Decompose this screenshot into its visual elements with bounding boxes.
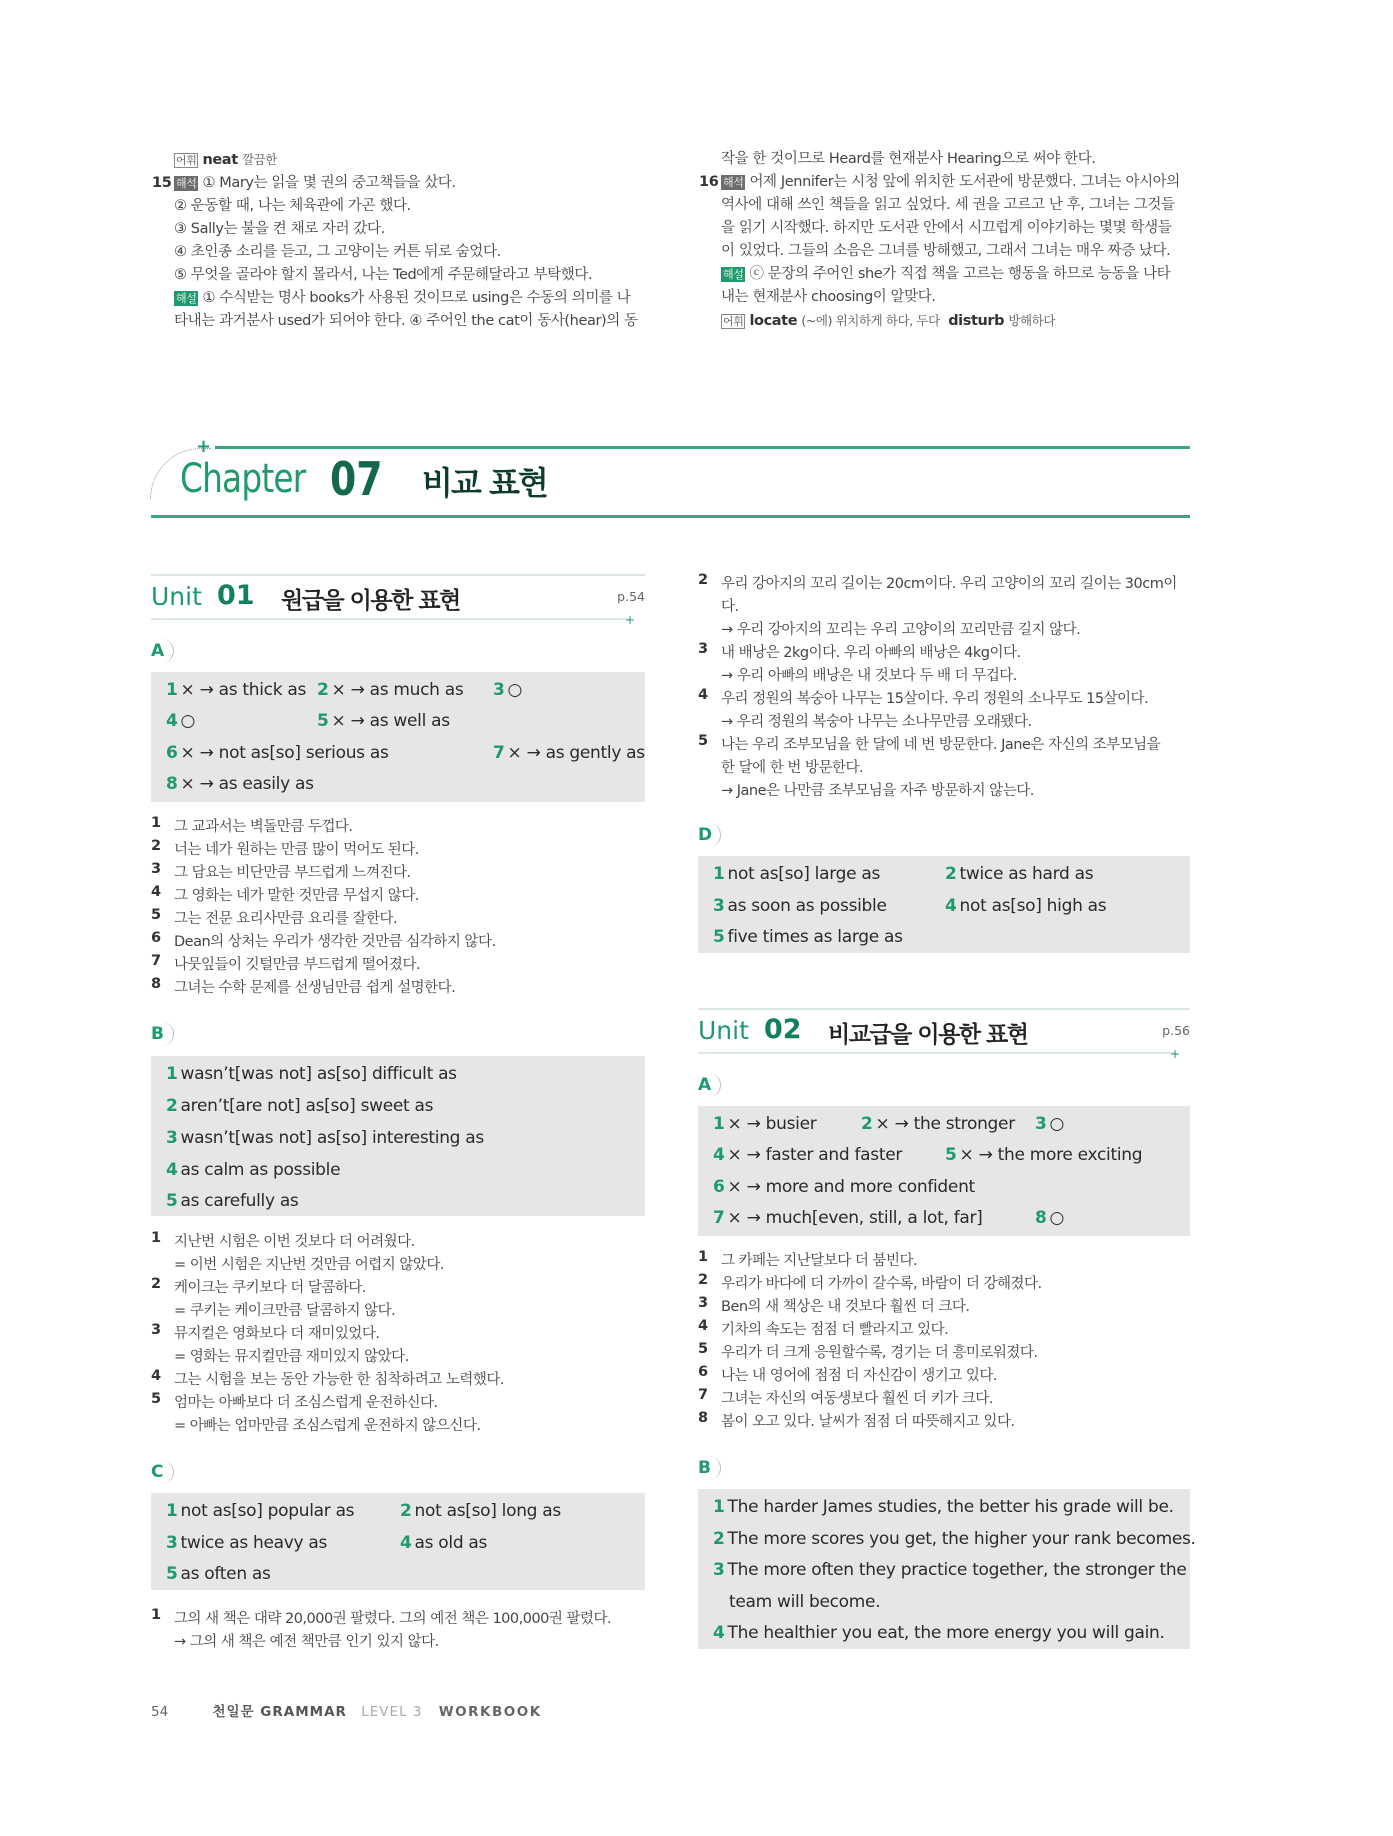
answer-box-a — [698, 1106, 1190, 1236]
section-letter-b: B — [151, 1022, 175, 1046]
explanation-text: ⓒ 문장의 주어인 she가 직접 책을 고르는 행동을 하므로 능동을 나타 — [749, 266, 1171, 282]
explanation-line — [174, 287, 638, 310]
answer-item: 3 wasn’t[was not] as[so] interesting as — [166, 1128, 484, 1148]
answer-item: 3 The more often they practice together, the stronger the — [713, 1560, 1187, 1580]
translation-text: 이 있었다. 그들의 소음은 그녀를 방해했고, 그래서 그녀는 매우 짜증 났다. — [721, 243, 1171, 259]
translation-text: ③ Sally는 불을 켠 채로 자러 갔다. — [174, 221, 385, 237]
answer-item: 2 × → the stronger — [861, 1114, 1015, 1134]
answer-box-b — [698, 1489, 1196, 1649]
section-letter-b: B — [698, 1456, 722, 1480]
explanation-line — [721, 263, 1180, 286]
answer-item: 1 × → busier — [713, 1114, 817, 1134]
page-reference: p.54 — [617, 589, 645, 604]
plus-icon: + — [1169, 1047, 1180, 1061]
translation-text: 어제 Jennifer는 시청 앞에 위치한 도서관에 방문했다. 그녀는 아시아의 — [749, 174, 1180, 190]
divider — [151, 618, 629, 620]
answer-item: 4 as old as — [400, 1533, 488, 1553]
vocab-word: locate — [749, 313, 798, 329]
question-number: 16 — [699, 174, 719, 190]
plus-icon: + — [196, 436, 212, 457]
answer-item: 2 The more scores you get, the higher your rank becomes. — [713, 1529, 1196, 1549]
divider — [215, 446, 1190, 449]
answer-item: 1 not as[so] popular as — [166, 1501, 355, 1521]
unit-number: 01 — [217, 580, 255, 611]
unit-title: 원급을 이용한 표현 — [281, 588, 460, 614]
unit-label: Unit — [151, 582, 202, 611]
unit-02-header — [698, 1008, 1190, 1072]
answer-box-a — [151, 672, 645, 802]
answer-box-c — [151, 1493, 645, 1590]
answer-item: 7 × → as gently as — [493, 743, 645, 763]
answer-item: 2 × → as much as — [317, 680, 464, 700]
answer-item: 3 ○ — [493, 680, 523, 700]
unit-01-header — [151, 574, 645, 638]
answer-item: 1 not as[so] large as — [713, 864, 881, 884]
vocab-meaning: (~에) 위치하게 하다, 두다 — [801, 313, 940, 328]
explanation-text: 내는 현재분사 choosing이 알맞다. — [721, 289, 936, 305]
answer-item: 5 × → as well as — [317, 711, 450, 731]
answer-item: 4 ○ — [166, 711, 196, 731]
answer-item: 2 aren’t[are not] as[so] sweet as — [166, 1096, 434, 1116]
chapter-title: 비교 표현 — [422, 464, 547, 502]
translation-tag: 해석 — [723, 176, 744, 189]
answer-item: 6 × → not as[so] serious as — [166, 743, 389, 763]
answer-item: 4 The healthier you eat, the more energy you will gain. — [713, 1623, 1165, 1643]
answer-box-b — [151, 1056, 645, 1216]
explanation-tag: 해설 — [176, 292, 197, 305]
section-letter-a: A — [151, 639, 175, 663]
vocab-tag: 어휘 — [176, 154, 197, 167]
book-type: WORKBOOK — [438, 1704, 542, 1720]
translation-text: 을 읽기 시작했다. 하지만 도서관 안에서 시끄럽게 이야기하는 몇몇 학생들 — [721, 220, 1172, 236]
divider — [698, 1008, 1190, 1010]
unit-number: 02 — [764, 1014, 802, 1045]
explanation-tag: 해설 — [723, 268, 744, 281]
page-reference: p.56 — [1162, 1023, 1190, 1038]
answer-item: 1 wasn’t[was not] as[so] difficult as — [166, 1064, 457, 1084]
translation-text: 역사에 대해 쓰인 책들을 읽고 싶었다. 세 권을 고르고 난 후, 그녀는 그것들 — [721, 197, 1175, 213]
book-level: LEVEL 3 — [361, 1704, 423, 1720]
answer-item: 3 twice as heavy as — [166, 1533, 328, 1553]
divider — [698, 1052, 1174, 1054]
answer-item: 5 five times as large as — [713, 927, 903, 947]
section-letter-c: C — [151, 1460, 175, 1484]
answer-item: 4 × → faster and faster — [713, 1145, 903, 1165]
answer-item: 3 as soon as possible — [713, 896, 887, 916]
answer-item: 4 not as[so] high as — [945, 896, 1107, 916]
unit-title: 비교급을 이용한 표현 — [828, 1022, 1028, 1048]
explanation-text: 작을 한 것이므로 Heard를 현재분사 Hearing으로 써야 한다. — [721, 151, 1096, 167]
answer-item: 8 ○ — [1035, 1208, 1065, 1228]
vocab-word: neat — [202, 152, 238, 168]
answer-item: 4 as calm as possible — [166, 1160, 341, 1180]
book-brand: 천일문 GRAMMAR — [212, 1704, 347, 1720]
q16-line — [699, 171, 1180, 194]
answer-item: 1 The harder James studies, the better his grade will be. — [713, 1497, 1174, 1517]
vocab-line — [174, 148, 638, 172]
answer-item: 8 × → as easily as — [166, 774, 314, 794]
answer-item: team will become. — [729, 1592, 881, 1612]
divider — [151, 515, 1190, 518]
prev-answers-left — [152, 148, 638, 333]
chapter-number: 07 — [330, 452, 383, 506]
answer-item: 3 ○ — [1035, 1114, 1065, 1134]
chapter-label: Chapter — [180, 456, 306, 502]
page-number: 54 — [151, 1704, 169, 1720]
answer-item: 5 × → the more exciting — [945, 1145, 1143, 1165]
translation-tag: 해석 — [176, 177, 197, 190]
divider — [151, 574, 645, 576]
answer-item: 2 twice as hard as — [945, 864, 1094, 884]
translation-text: ⑤ 무엇을 골라야 할지 몰라서, 나는 Ted에게 주문해달라고 부탁했다. — [174, 267, 593, 283]
section-letter-d: D — [698, 823, 722, 847]
answer-item: 1 × → as thick as — [166, 680, 307, 700]
answer-box-d — [698, 856, 1190, 953]
unit-label: Unit — [698, 1016, 749, 1045]
explanation-text: 타내는 과거분사 used가 되어야 한다. ④ 주어인 the cat이 동사(hear)의 동 — [174, 313, 638, 329]
answer-item: 5 as often as — [166, 1564, 271, 1584]
page-footer — [151, 1700, 542, 1720]
vocab-word: disturb — [948, 313, 1005, 329]
answer-item: 5 as carefully as — [166, 1191, 299, 1211]
vocab-meaning: 깔끔한 — [241, 152, 277, 167]
q15-line — [152, 172, 638, 195]
plus-icon: + — [624, 613, 635, 627]
answer-item: 6 × → more and more confident — [713, 1177, 975, 1197]
explanation-text: ① 수식받는 명사 books가 사용된 것이므로 using은 수동의 의미를 나 — [202, 290, 631, 306]
vocab-meaning: 방해하다 — [1008, 313, 1056, 328]
vocab-line — [721, 309, 1180, 333]
answer-item: 2 not as[so] long as — [400, 1501, 561, 1521]
section-letter-a: A — [698, 1073, 722, 1097]
translation-text: ④ 초인종 소리를 듣고, 그 고양이는 커튼 뒤로 숨었다. — [174, 244, 501, 260]
prev-answers-right — [699, 148, 1180, 333]
answer-item: 7 × → much[even, still, a lot, far] — [713, 1208, 983, 1228]
vocab-tag: 어휘 — [723, 315, 744, 328]
translation-text: ② 운동할 때, 나는 체육관에 가곤 했다. — [174, 198, 411, 214]
translation-text: ① Mary는 읽을 몇 권의 중고책들을 샀다. — [202, 175, 456, 191]
question-number: 15 — [152, 175, 172, 191]
